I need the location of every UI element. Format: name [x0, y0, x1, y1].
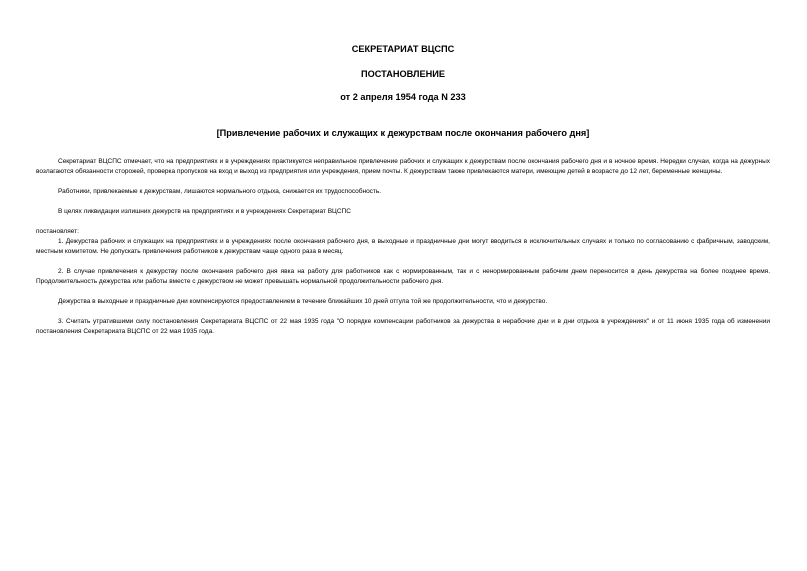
paragraph: 3. Считать утратившими силу постановления Секретариата ВЦСПС от 22 мая 1935 года "О порядке компенсации работников за дежурства в нерабочие дни и в дни отдыха в учреждениях" и от 11 июня 1935 года об изменении постановления Секретариата ВЦСПС от 22 мая 1935 года. — [36, 318, 770, 335]
paragraph: Дежурства в выходные и праздничные дни компенсируются предоставлением в течение ближайших 10 дней отгула той же продолжительности, что и дежурство. — [58, 298, 548, 305]
document-type-heading: ПОСТАНОВЛЕНИЕ — [361, 69, 445, 79]
document-title: [Привлечение рабочих и служащих к дежурствам после окончания рабочего дня] — [216, 128, 590, 138]
paragraph: Работники, привлекаемые к дежурствам, лишаются нормального отдыха, снижается их трудоспособность. — [58, 188, 382, 195]
document-body — [36, 157, 770, 337]
paragraph: 1. Дежурства рабочих и служащих на предприятиях и в учреждениях после окончания рабочего дня, в выходные и праздничные дни могут вводиться в исключительных случаях и только по согласованию с фабричным, заводским, местным комитетом. Не допускать привлечения работников к дежурствам чаще одного раза в месяц. — [36, 238, 770, 255]
paragraph: В целях ликвидации излишних дежурств на предприятиях и в учреждениях Секретариат ВЦСПС — [58, 208, 351, 215]
issuer-heading: СЕКРЕТАРИАТ ВЦСПС — [351, 44, 455, 54]
paragraph: 2. В случае привлечения к дежурству после окончания рабочего дня явка на работу для работников как с нормированным, так и с ненормированным рабочим днем переносится в день дежурства на более позднее время. Продолжительность дежурства или работы вместе с дежурством не может превышать нормальной продолжительности рабочего дня. — [36, 268, 770, 285]
document-page — [36, 0, 770, 571]
paragraph-resolves: постановляет: — [36, 228, 79, 235]
date-number-heading: от 2 апреля 1954 года N 233 — [340, 92, 466, 102]
paragraph: Секретариат ВЦСПС отмечает, что на предприятиях и в учреждениях практикуется неправильное привлечение рабочих и служащих к дежурствам после окончания рабочего дня и в ночное время. Нередки случаи, когда на дежурных возлагаются обязанности сторожей, проверка пропусков на вход и выход из предприятия или учреждения, прием почты. К дежурствам также привлекаются матери, имеющие детей в возрасте до 12 лет, беременные женщины. — [36, 158, 770, 175]
